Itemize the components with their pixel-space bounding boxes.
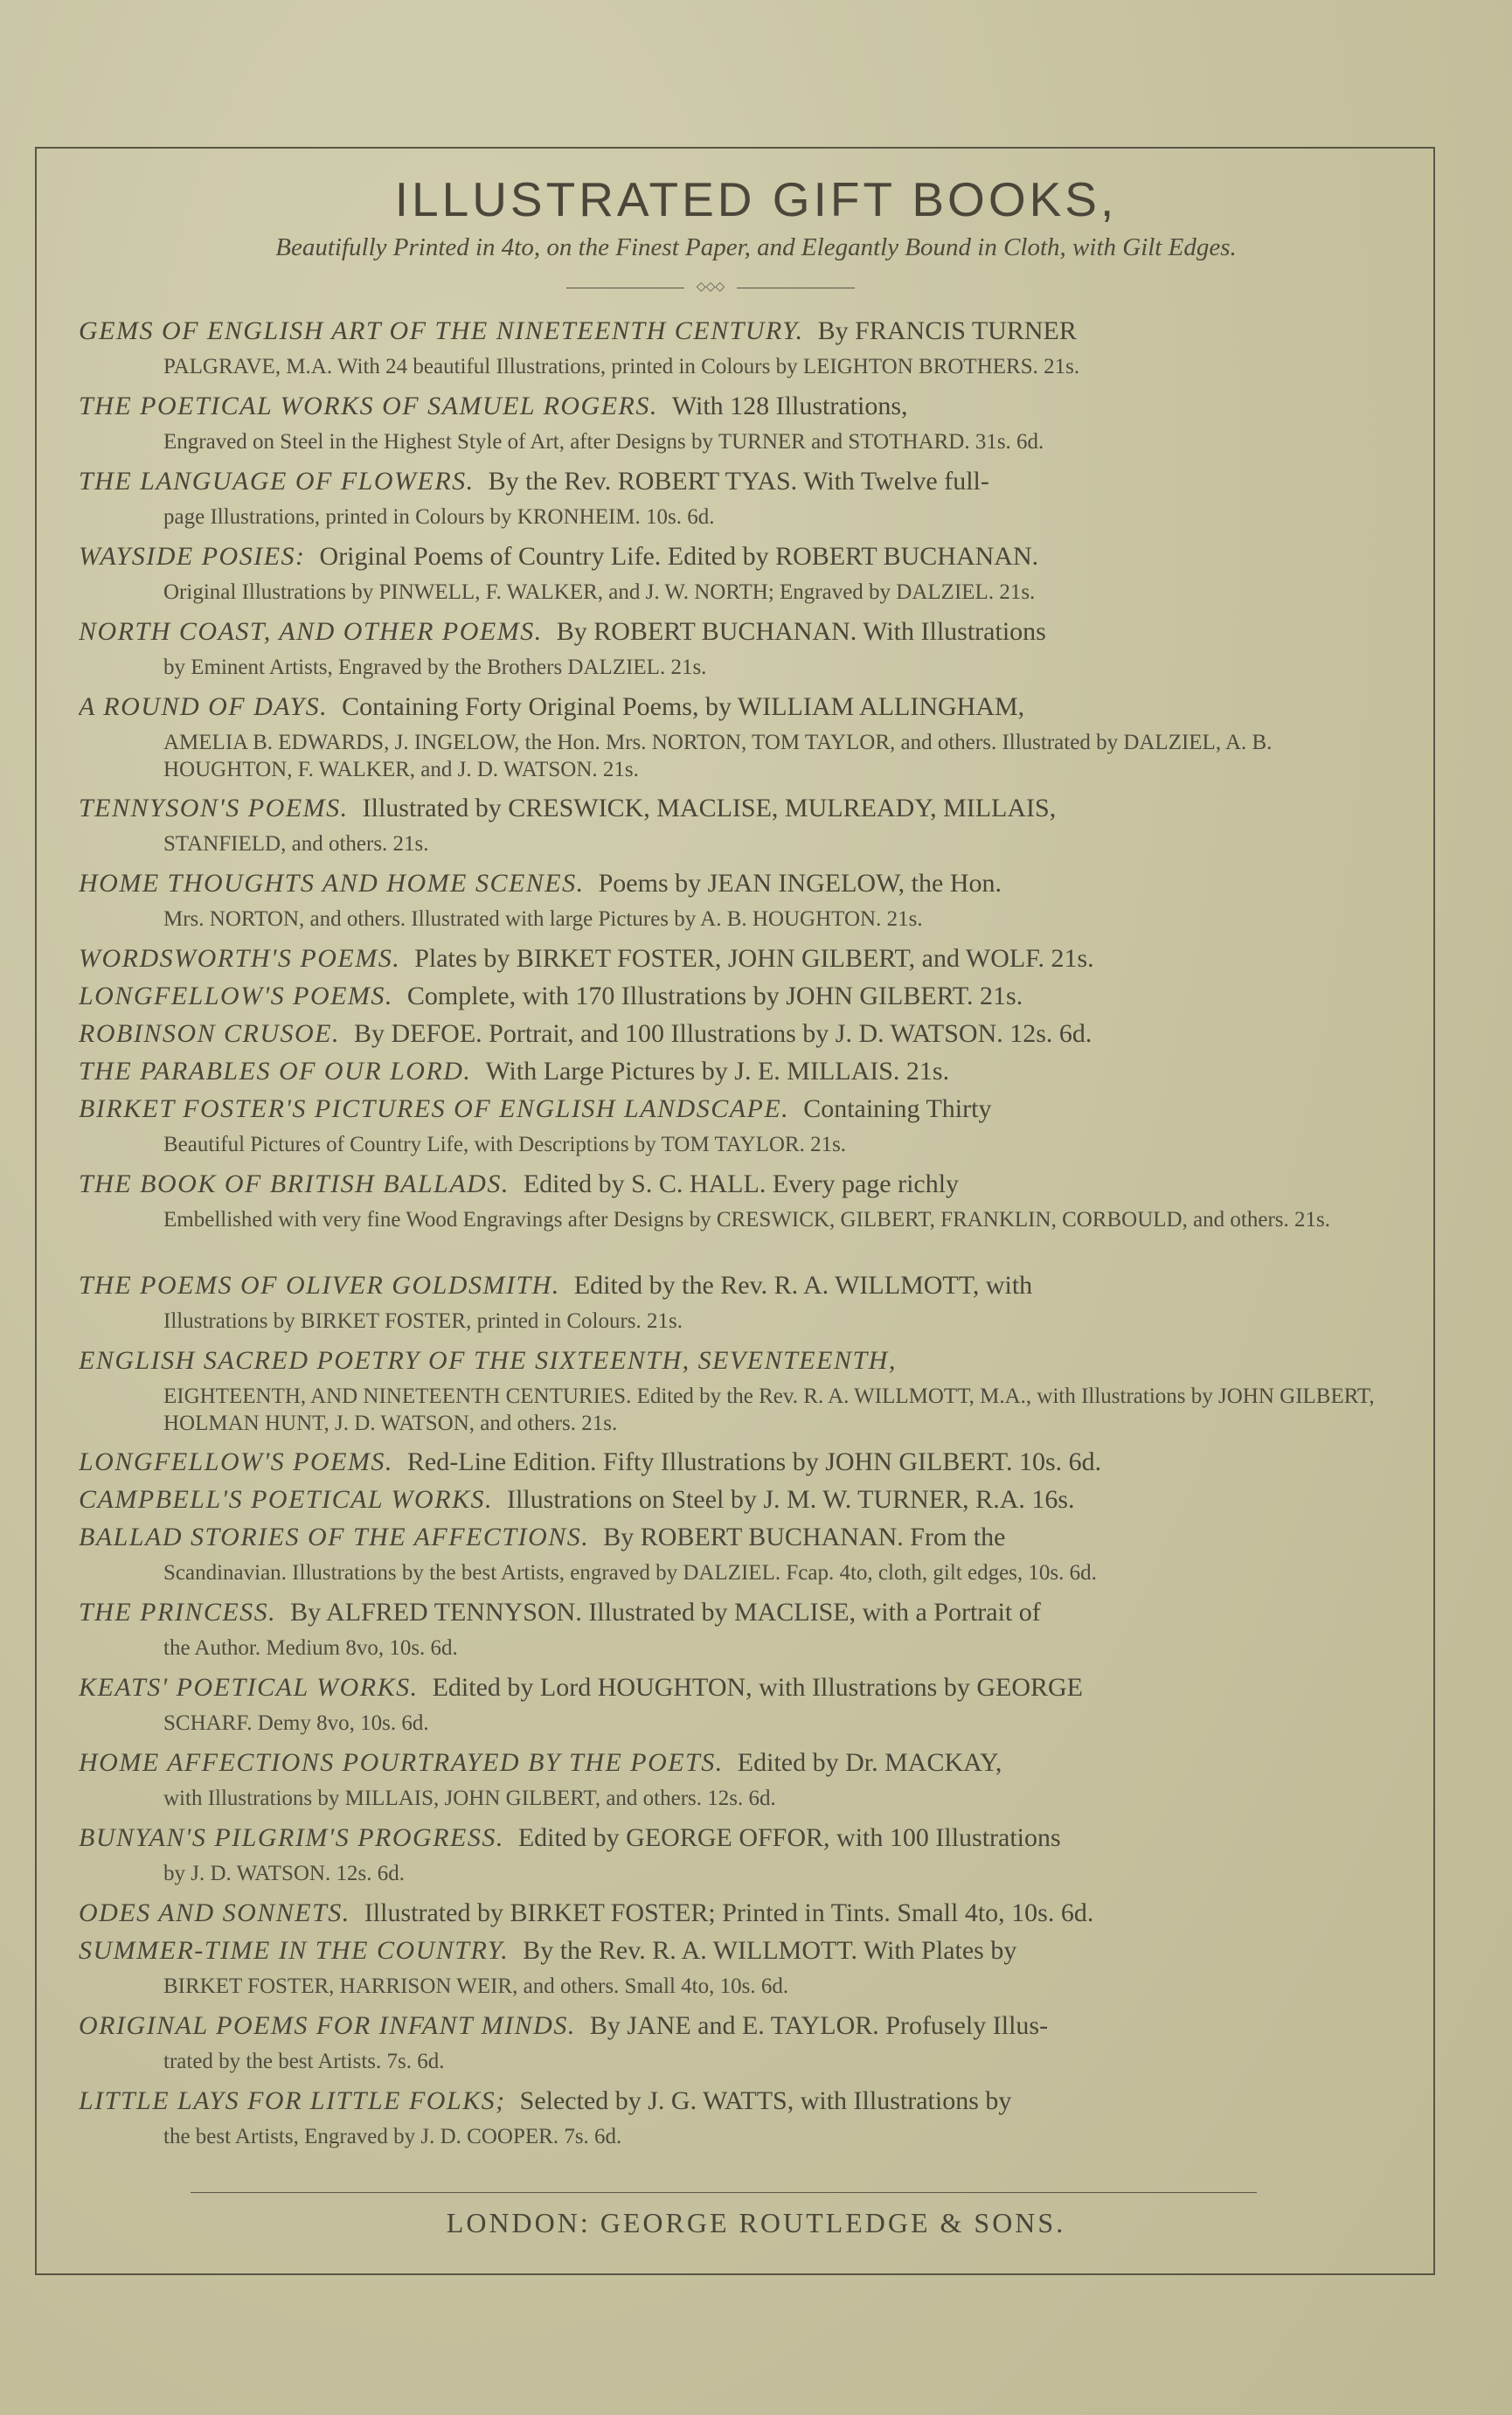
book-details: Embellished with very fine Wood Engravings after Designs by CRESWICK, GILBERT, FRANKLIN, CORBOULD, and others. 21s.	[163, 1208, 1330, 1232]
book-title: THE PRINCESS.	[79, 1598, 277, 1627]
book-entry	[79, 542, 1391, 617]
book-details: Beautiful Pictures of Country Life, with Descriptions by TOM TAYLOR. 21s.	[163, 1133, 847, 1156]
book-entry	[79, 1523, 1391, 1598]
book-description: Red-Line Edition. Fifty Illustrations by JOHN GILBERT. 10s. 6d.	[406, 1447, 1102, 1476]
book-title: ROBINSON CRUSOE.	[79, 1019, 340, 1048]
book-details: Scandinavian. Illustrations by the best Artists, engraved by DALZIEL. Fcap. 4to, cloth, gilt edges, 10s. 6d.	[163, 1561, 1097, 1585]
footer-rule	[191, 2192, 1257, 2193]
book-entry	[79, 1748, 1391, 1823]
book-entry-first-line	[79, 542, 1391, 579]
book-entry	[79, 1485, 1391, 1523]
book-description: By ROBERT BUCHANAN. With Illustrations	[556, 617, 1046, 646]
book-title: BIRKET FOSTER'S PICTURES OF ENGLISH LANDSCAPE.	[79, 1094, 790, 1123]
book-title: THE POETICAL WORKS OF SAMUEL ROGERS.	[79, 392, 658, 420]
book-entry	[79, 2086, 1391, 2162]
book-entry-first-line	[79, 1447, 1391, 1484]
book-details: Original Illustrations by PINWELL, F. WALKER, and J. W. NORTH; Engraved by DALZIEL. 21s.	[163, 580, 1036, 604]
book-entry	[79, 869, 1391, 944]
book-title: ODES AND SONNETS.	[79, 1898, 350, 1927]
book-details: by J. D. WATSON. 12s. 6d.	[163, 1862, 405, 1885]
book-entry	[79, 316, 1391, 392]
book-entry	[79, 1169, 1391, 1271]
book-entry	[79, 617, 1391, 692]
book-details: STANFIELD, and others. 21s.	[163, 832, 429, 856]
book-description: Original Poems of Country Life. Edited by ROBERT BUCHANAN.	[319, 542, 1039, 571]
book-description: Complete, with 170 Illustrations by JOHN GILBERT. 21s.	[406, 982, 1023, 1010]
book-entry-first-line	[79, 794, 1391, 830]
book-title: THE LANGUAGE OF FLOWERS.	[79, 467, 475, 496]
book-title: KEATS' POETICAL WORKS.	[79, 1673, 419, 1702]
book-description: Illustrated by CRESWICK, MACLISE, MULREADY, MILLAIS,	[362, 794, 1057, 822]
book-details: SCHARF. Demy 8vo, 10s. 6d.	[163, 1711, 429, 1735]
book-entry	[79, 982, 1391, 1019]
book-list	[79, 316, 1391, 2162]
book-entry-first-line	[79, 1936, 1391, 1973]
book-title: A ROUND OF DAYS.	[79, 692, 329, 721]
book-entry-first-line	[79, 467, 1391, 503]
book-entry	[79, 1823, 1391, 1898]
book-details: AMELIA B. EDWARDS, J. INGELOW, the Hon. Mrs. NORTON, TOM TAYLOR, and others. Illustrated by DALZIEL, A. B. HOUGHTON, F. WALKER, and J. D. WATSON. 21s.	[163, 731, 1273, 781]
book-entry-first-line	[79, 1057, 1391, 1093]
book-entry-first-line	[79, 982, 1391, 1018]
book-entry	[79, 467, 1391, 542]
book-description: By DEFOE. Portrait, and 100 Illustrations by J. D. WATSON. 12s. 6d.	[353, 1019, 1092, 1048]
book-entry-first-line	[79, 1169, 1391, 1206]
page-title: ILLUSTRATED GIFT BOOKS,	[394, 172, 1118, 226]
book-title: HOME AFFECTIONS POURTRAYED BY THE POETS.	[79, 1748, 724, 1777]
book-entry	[79, 392, 1391, 467]
book-description: Edited by Lord HOUGHTON, with Illustrations by GEORGE	[432, 1673, 1083, 1702]
book-description: Illustrated by BIRKET FOSTER; Printed in Tints. Small 4to, 10s. 6d.	[364, 1898, 1094, 1927]
book-entry-first-line	[79, 1346, 1391, 1383]
book-title: SUMMER-TIME IN THE COUNTRY.	[79, 1936, 510, 1965]
book-entry-first-line	[79, 944, 1391, 981]
book-entry	[79, 1936, 1391, 2011]
book-entry	[79, 1898, 1391, 1936]
publisher-imprint: LONDON: GEORGE ROUTLEDGE & SONS.	[446, 2207, 1066, 2238]
book-entry	[79, 794, 1391, 869]
book-entry	[79, 1447, 1391, 1485]
book-details: EIGHTEENTH, AND NINETEENTH CENTURIES. Edited by the Rev. R. A. WILLMOTT, M.A., with Illustrations by JOHN GILBERT, HOLMAN HUNT, J. D. WATSON, and others. 21s.	[163, 1384, 1375, 1435]
book-description: Edited by S. C. HALL. Every page richly	[523, 1169, 960, 1198]
book-title: CAMPBELL'S POETICAL WORKS.	[79, 1485, 494, 1514]
book-entry-first-line	[79, 1019, 1391, 1056]
book-title: NORTH COAST, AND OTHER POEMS.	[79, 617, 543, 646]
book-entry	[79, 1094, 1391, 1169]
book-title: BUNYAN'S PILGRIM'S PROGRESS.	[79, 1823, 504, 1852]
book-details: Engraved on Steel in the Highest Style of Art, after Designs by TURNER and STOTHARD. 31s. 6d.	[163, 430, 1044, 454]
book-description: Plates by BIRKET FOSTER, JOHN GILBERT, and WOLF. 21s.	[414, 944, 1094, 973]
book-details: page Illustrations, printed in Colours by KRONHEIM. 10s. 6d.	[163, 505, 715, 529]
book-description: Edited by the Rev. R. A. WILLMOTT, with	[573, 1271, 1033, 1300]
book-entry-first-line	[79, 2011, 1391, 2048]
book-description: Edited by GEORGE OFFOR, with 100 Illustrations	[517, 1823, 1061, 1852]
book-description: Containing Forty Original Poems, by WILLIAM ALLINGHAM,	[342, 692, 1025, 721]
book-entry	[79, 944, 1391, 982]
book-entry-first-line	[79, 1271, 1391, 1308]
book-entry-first-line	[79, 1094, 1391, 1131]
book-title: THE POEMS OF OLIVER GOLDSMITH.	[79, 1271, 560, 1300]
book-details: Illustrations by BIRKET FOSTER, printed in Colours. 21s.	[163, 1309, 683, 1333]
book-title: BALLAD STORIES OF THE AFFECTIONS.	[79, 1523, 590, 1551]
book-entry-first-line	[79, 1673, 1391, 1710]
book-title: THE BOOK OF BRITISH BALLADS.	[79, 1169, 510, 1198]
book-entry	[79, 1346, 1391, 1447]
book-entry	[79, 1598, 1391, 1673]
book-description: Poems by JEAN INGELOW, the Hon.	[598, 869, 1002, 898]
book-details: the best Artists, Engraved by J. D. COOPER. 7s. 6d.	[163, 2125, 622, 2148]
book-details: the Author. Medium 8vo, 10s. 6d.	[163, 1636, 458, 1660]
book-title: GEMS OF ENGLISH ART OF THE NINETEENTH CENTURY.	[79, 316, 804, 345]
ornament-divider: ◇◇◇	[566, 281, 855, 294]
book-entry-first-line	[79, 1898, 1391, 1935]
book-entry-first-line	[79, 1748, 1391, 1785]
book-description: With 128 Illustrations,	[671, 392, 908, 420]
book-entry	[79, 2011, 1391, 2086]
book-title: WAYSIDE POSIES:	[79, 542, 306, 571]
book-description: With Large Pictures by J. E. MILLAIS. 21s.	[485, 1057, 950, 1086]
book-entry-first-line	[79, 316, 1391, 353]
book-title: THE PARABLES OF OUR LORD.	[79, 1057, 472, 1086]
book-description: Illustrations on Steel by J. M. W. TURNER, R.A. 16s.	[507, 1485, 1075, 1514]
book-description: By ROBERT BUCHANAN. From the	[603, 1523, 1006, 1551]
page-subtitle: Beautifully Printed in 4to, on the Finest Paper, and Elegantly Bound in Cloth, with Gilt Edges.	[275, 233, 1237, 261]
book-entry-first-line	[79, 1485, 1391, 1522]
book-description: By JANE and E. TAYLOR. Profusely Illus-	[589, 2011, 1049, 2040]
book-entry	[79, 1673, 1391, 1748]
book-title: LITTLE LAYS FOR LITTLE FOLKS;	[79, 2086, 506, 2115]
book-title: ORIGINAL POEMS FOR INFANT MINDS.	[79, 2011, 576, 2040]
book-entry-first-line	[79, 1598, 1391, 1634]
book-title: HOME THOUGHTS AND HOME SCENES.	[79, 869, 585, 898]
book-entry-first-line	[79, 869, 1391, 906]
book-entry	[79, 1057, 1391, 1094]
book-details: trated by the best Artists. 7s. 6d.	[163, 2050, 445, 2073]
book-details: PALGRAVE, M.A. With 24 beautiful Illustrations, printed in Colours by LEIGHTON BROTHERS. 21s.	[163, 355, 1080, 378]
book-description: By FRANCIS TURNER	[817, 316, 1077, 345]
book-entry-first-line	[79, 1523, 1391, 1559]
book-entry-first-line	[79, 617, 1391, 654]
book-entry	[79, 1271, 1391, 1346]
book-description: Containing Thirty	[803, 1094, 992, 1123]
book-title: WORDSWORTH'S POEMS.	[79, 944, 401, 973]
book-details: BIRKET FOSTER, HARRISON WEIR, and others. Small 4to, 10s. 6d.	[163, 1974, 789, 1998]
book-description: Edited by Dr. MACKAY,	[737, 1748, 1002, 1777]
book-entry-first-line	[79, 392, 1391, 428]
book-entry	[79, 1019, 1391, 1057]
book-description: By the Rev. ROBERT TYAS. With Twelve full-	[488, 467, 989, 496]
book-details: Mrs. NORTON, and others. Illustrated with large Pictures by A. B. HOUGHTON. 21s.	[163, 907, 923, 931]
book-title: ENGLISH SACRED POETRY OF THE SIXTEENTH, SEVENTEENTH,	[79, 1346, 897, 1375]
book-title: TENNYSON'S POEMS.	[79, 794, 349, 822]
book-entry-first-line	[79, 692, 1391, 729]
book-description: By the Rev. R. A. WILLMOTT. With Plates by	[523, 1936, 1017, 1965]
book-details: by Eminent Artists, Engraved by the Brothers DALZIEL. 21s.	[163, 656, 707, 679]
book-description: Selected by J. G. WATTS, with Illustrations by	[519, 2086, 1012, 2115]
book-details: with Illustrations by MILLAIS, JOHN GILBERT, and others. 12s. 6d.	[163, 1787, 776, 1810]
book-description: By ALFRED TENNYSON. Illustrated by MACLISE, with a Portrait of	[290, 1598, 1041, 1627]
book-title: LONGFELLOW'S POEMS.	[79, 1447, 393, 1476]
book-entry	[79, 692, 1391, 794]
book-entry-first-line	[79, 1823, 1391, 1860]
book-entry-first-line	[79, 2086, 1391, 2123]
book-title: LONGFELLOW'S POEMS.	[79, 982, 393, 1010]
